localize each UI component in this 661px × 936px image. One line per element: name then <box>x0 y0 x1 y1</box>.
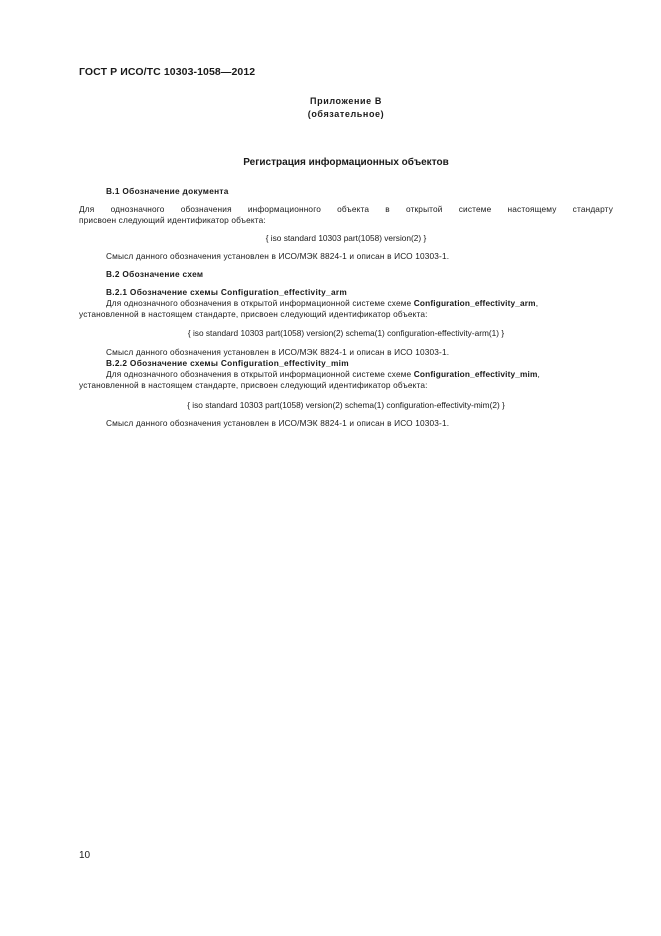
page-number: 10 <box>79 850 91 861</box>
b22-line1-schema: Configuration_effectivity_mim <box>413 369 538 379</box>
b22-line1-end: , <box>537 369 541 379</box>
b21-paragraph-line2: установленной в настоящем стандарте, присвоен следующий идентификатор объекта: <box>79 309 428 319</box>
b21-heading-schema: Configuration_effectivity_arm <box>220 287 348 297</box>
b22-line1-text: Для однозначного обозначения в открытой информационной системе схеме <box>106 369 414 379</box>
document-header: ГОСТ Р ИСО/ТС 10303-1058—2012 <box>79 66 256 78</box>
b21-line1-schema: Configuration_effectivity_arm <box>413 298 536 308</box>
b22-paragraph-line2: установленной в настоящем стандарте, присвоен следующий идентификатор объекта: <box>79 380 428 390</box>
b22-identifier: { iso standard 10303 part(1058) version(2) schema(1) configuration-effectivity-mim(2) } <box>187 400 505 410</box>
annex-subtitle: (обязательное) <box>307 109 385 119</box>
b21-heading-prefix: В.2.1 Обозначение схемы <box>106 287 221 297</box>
b22-heading-prefix: В.2.2 Обозначение схемы <box>106 358 221 368</box>
b21-meaning: Смысл данного обозначения установлен в ИСО/МЭК 8824-1 и описан в ИСО 10303-1. <box>106 347 450 357</box>
b21-identifier: { iso standard 10303 part(1058) version(2) schema(1) configuration-effectivity-arm(1) } <box>187 328 505 338</box>
section-title: Регистрация информационных объектов <box>243 157 449 168</box>
b21-paragraph-line1 <box>106 298 538 308</box>
b22-paragraph-line1 <box>106 369 540 379</box>
b22-heading-schema: Configuration_effectivity_mim <box>220 358 349 368</box>
b21-line1-text: Для однозначного обозначения в открытой информационной системе схеме <box>106 298 414 308</box>
b1-paragraph-line2: присвоен следующий идентификатор объекта: <box>79 215 266 225</box>
b21-heading <box>106 287 347 297</box>
b1-identifier: { iso standard 10303 part(1058) version(2) } <box>265 233 427 243</box>
b22-heading <box>106 358 349 368</box>
b2-heading: В.2 Обозначение схем <box>106 269 204 279</box>
annex-title: Приложение В <box>310 96 382 106</box>
b22-meaning: Смысл данного обозначения установлен в ИСО/МЭК 8824-1 и описан в ИСО 10303-1. <box>106 418 450 428</box>
b1-heading: В.1 Обозначение документа <box>106 186 229 196</box>
b21-line1-end: , <box>535 298 539 308</box>
b1-meaning: Смысл данного обозначения установлен в ИСО/МЭК 8824-1 и описан в ИСО 10303-1. <box>106 251 450 261</box>
b1-paragraph-line1: Для однозначного обозначения информационного объекта в открытой системе настоящему стандарту <box>79 204 613 214</box>
